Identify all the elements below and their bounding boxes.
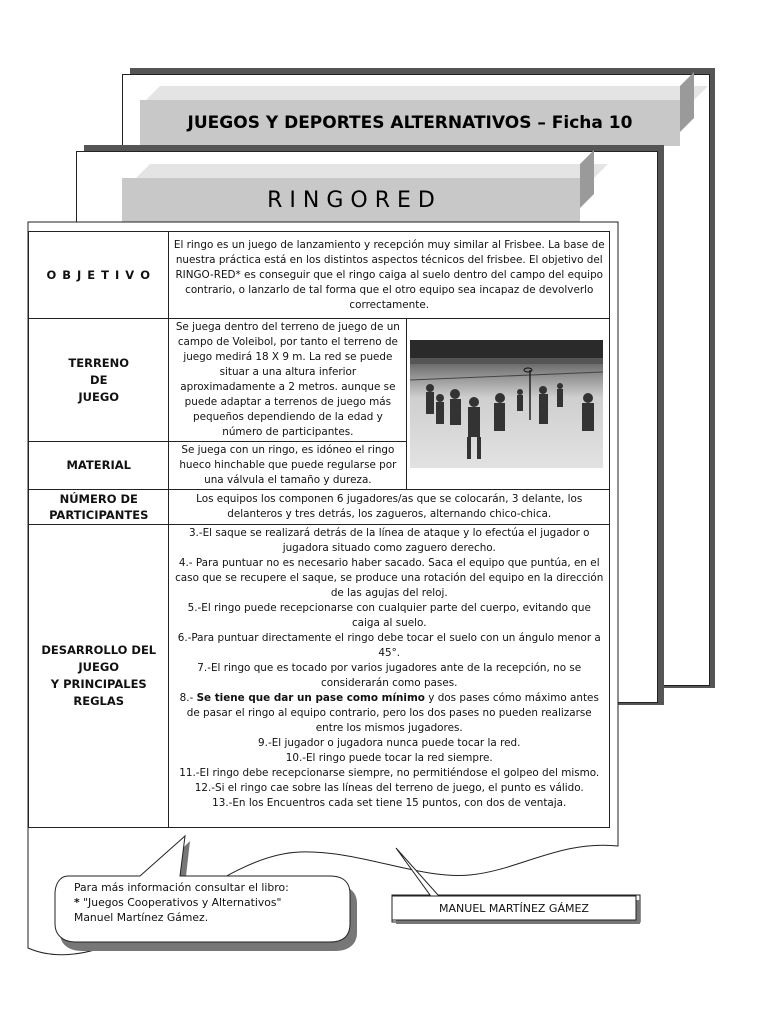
author-name: MANUEL MARTÍNEZ GÁMEZ bbox=[439, 902, 589, 915]
rule-9: 9.-El jugador o jugadora nunca puede tocar la red. bbox=[258, 737, 521, 749]
text-objetivo: El ringo es un juego de lanzamiento y recepción muy similar al Frisbee. La base de nuestra práctica está en los distintos aspectos técnicos del frisbee. El objetivo del RINGO-RED* es conseguir que el ringo caiga al suelo dentro del campo del equipo contrario, o lanzarlo de tal forma que el otro equipo sea incapaz de devolverlo correctamente. bbox=[169, 232, 610, 319]
label-desarrollo: DESARROLLO DEL JUEGO Y PRINCIPALES REGLAS bbox=[29, 525, 169, 828]
rule-3: 3.-El saque se realizará detrás de la línea de ataque y lo efectúa el jugador o jugadora situado como zaguero derecho. bbox=[188, 527, 590, 554]
page-title: JUEGOS Y DEPORTES ALTERNATIVOS – Ficha 10 bbox=[187, 113, 633, 133]
rule-4: 4.- Para puntuar no es necesario haber sacado. Saca el equipo que puntúa, en el caso que se recupere el saque, se produce una rotación del equipo en la dirección de las agujas del reloj. bbox=[175, 557, 604, 599]
label-terreno: TERRENO DE JUEGO bbox=[29, 319, 169, 442]
rule-8: 8.- Se tiene que dar un pase como mínimo y dos pases cómo máximo antes de pasar el ringo al equipo contrario, pero los dos pases no pueden realizarse entre los mismos jugadores. bbox=[179, 692, 599, 734]
label-participantes: NÚMERO DE PARTICIPANTES bbox=[29, 490, 169, 525]
rule-13: 13.-En los Encuentros cada set tiene 15 puntos, con dos de ventaja. bbox=[212, 797, 567, 809]
rule-12: 12.-Si el ringo cae sobre las líneas del terreno de juego, el punto es válido. bbox=[194, 782, 584, 794]
rule-7: 7.-El ringo que es tocado por varios jugadores ante de la recepción, no se considerarán como pases. bbox=[197, 662, 582, 689]
rule-10: 10.-El ringo puede tocar la red siempre. bbox=[285, 752, 493, 764]
rule-6: 6.-Para puntuar directamente el ringo debe tocar el suelo con un ángulo menor a 45°. bbox=[177, 632, 601, 659]
info-text: Para más información consultar el libro: * "Juegos Cooperativos y Alternativos" Manuel Martínez Gámez. bbox=[74, 881, 289, 924]
label-objetivo: O B J E T I V O bbox=[29, 232, 169, 319]
text-material: Se juega con un ringo, es idóneo el ringo hueco hinchable que puede regularse por una válvula el tamaño y dureza. bbox=[169, 442, 407, 490]
text-terreno: Se juega dentro del terreno de juego de un campo de Voleibol, por tanto el terreno de juego medirá 18 X 9 m. La red se puede situar a una altura inferior aproximadamente a 2 metros. aunque se puede adaptar a terrenos de juego más pequeños dependiendo de la edad y número de participantes. bbox=[169, 319, 407, 442]
game-name: R I N G O R E D bbox=[267, 187, 435, 213]
text-participantes: Los equipos los componen 6 jugadores/as que se colocarán, 3 delante, los delanteros y tres detrás, los zagueros, alternando chico-chica. bbox=[169, 490, 610, 525]
rule-5: 5.-El ringo puede recepcionarse con cualquier parte del cuerpo, evitando que caiga al suelo. bbox=[187, 602, 591, 629]
label-material: MATERIAL bbox=[29, 442, 169, 490]
rule-11: 11.-EI ringo debe recepcionarse siempre, no permitiéndose el golpeo del mismo. bbox=[179, 767, 600, 779]
